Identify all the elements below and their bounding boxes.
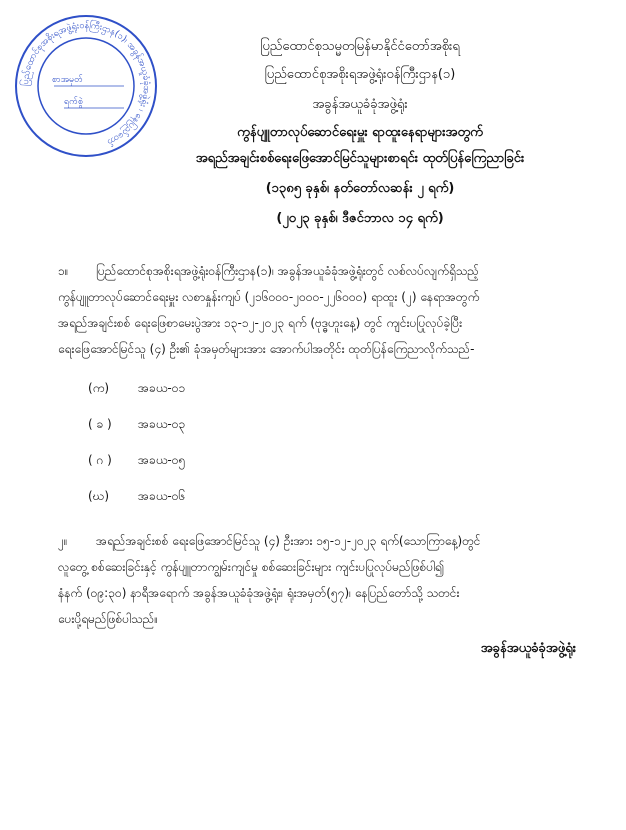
paragraph-2-number: ၂။ [58, 534, 68, 548]
seal-ring-text: ပြည်ထောင်စုအစိုးရအဖွဲ့ရုံးဝန်ကြီးဌာန(၁)၊ အခွန်အယူခံခုံအဖွဲ့ရုံး ၊ နေပြည်တော် [20, 20, 152, 147]
document-body [58, 258, 592, 632]
paragraph-1-line-2: ကွန်ပျူတာလုပ်ဆောင်ရေးမှူး လစာနှုန်းကျပ် (၂၁၆၀၀၀-၂၀၀၀-၂၂၆၀၀၀) ရာထူး (၂) နေရာအတွက် [58, 290, 480, 304]
paragraph-1-line-4: ရေးဖြေအောင်မြင်သူ (၄) ဦး၏ ခုံအမှတ်များအား အောက်ပါအတိုင်း ထုတ်ပြန်ကြေညာလိုက်သည်- [58, 342, 475, 356]
paragraph-1-line-3: အရည်အချင်းစစ် ရေးဖြေစာမေးပွဲအား ၁၃-၁၂-၂၀၂၃ ရက် (ဗုဒ္ဓဟူးနေ့) တွင် ကျင်းပပြုလုပ်ခဲ့ပြီး [58, 316, 463, 330]
seal-date-label: ရက်စွဲ [64, 97, 84, 107]
subject-line-1: ကွန်ပျူတာလုပ်ဆောင်ရေးမှူး ရာထူးနေရာများအတွက် [237, 125, 483, 140]
ministry-title: ပြည်ထောင်စုအစိုးရအဖွဲ့ရုံးဝန်ကြီးဌာန(၁) [264, 67, 456, 82]
government-title: ပြည်ထောင်စုသမ္မတမြန်မာနိုင်ငံတော်အစိုးရ [260, 39, 460, 54]
paragraph-1-line-1: ၁။ ပြည်ထောင်စုအစိုးရအဖွဲ့ရုံးဝန်ကြီးဌာန(၁)၊ အခွန်အယူခံခုံအဖွဲ့ရုံးတွင် လစ်လပ်လျက်ရှိသည့် [58, 258, 592, 284]
list-item: (ဃ) အခယ-၀၆ [88, 489, 186, 503]
seal-reference-label: စာအမှတ် [52, 75, 83, 85]
list-item: ( ခ ) အခယ-၀၃ [88, 417, 186, 431]
gregorian-date: (၂၀၂၃ ခုနှစ်၊ ဒီဇင်ဘာလ ၁၄ ရက်) [276, 211, 444, 226]
paragraph-2-line-2: လူတွေ့ စစ်ဆေးခြင်းနှင့် ကွန်ပျူတာကျွမ်းကျင်မှု စစ်ဆေးခြင်းများ ကျင်းပပြုလုပ်မည်ဖြစ်ပါ၍ [58, 560, 445, 574]
seal-graphic [12, 12, 160, 160]
passed-candidates-list [58, 370, 592, 514]
list-item: (က) အခယ-၀၁ [88, 381, 186, 395]
paragraph-2-line-4: ပေးပို့ရမည်ဖြစ်ပါသည်။ [58, 612, 158, 626]
list-item: ( ဂ ) အခယ-၀၅ [88, 453, 186, 467]
signature-office: အခွန်အယူခံခုံအဖွဲ့ရုံး [480, 641, 576, 656]
paragraph-2-line-1: ၂။ အရည်အချင်းစစ် ရေးဖြေအောင်မြင်သူ (၄) ဦးအား ၁၅-၁၂-၂၀၂၃ ရက်(သောကြာနေ့)တွင် [58, 528, 592, 554]
office-title: အခွန်အယူခံခုံအဖွဲ့ရုံး [312, 97, 408, 112]
myanmar-date: (၁၃၈၅ ခုနှစ်၊ နတ်တော်လဆန်း ၂ ရက်) [265, 181, 455, 196]
paragraph-1-number: ၁။ [58, 264, 69, 278]
paragraph-2-line-3: နံနက် (၀၉:၃၀) နာရီအရောက် အခွန်အယူခံခုံအဖွဲ့ရုံး၊ ရုံးအမှတ်(၅၇)၊ နေပြည်တော်သို့ သတင်း [58, 586, 460, 600]
subject-line-2: အရည်အချင်းစစ်ရေးဖြေအောင်မြင်သူများစာရင်း ထုတ်ပြန်ကြေညာခြင်း [195, 151, 525, 166]
official-seal-stamp [12, 12, 160, 160]
document-header [150, 36, 570, 230]
